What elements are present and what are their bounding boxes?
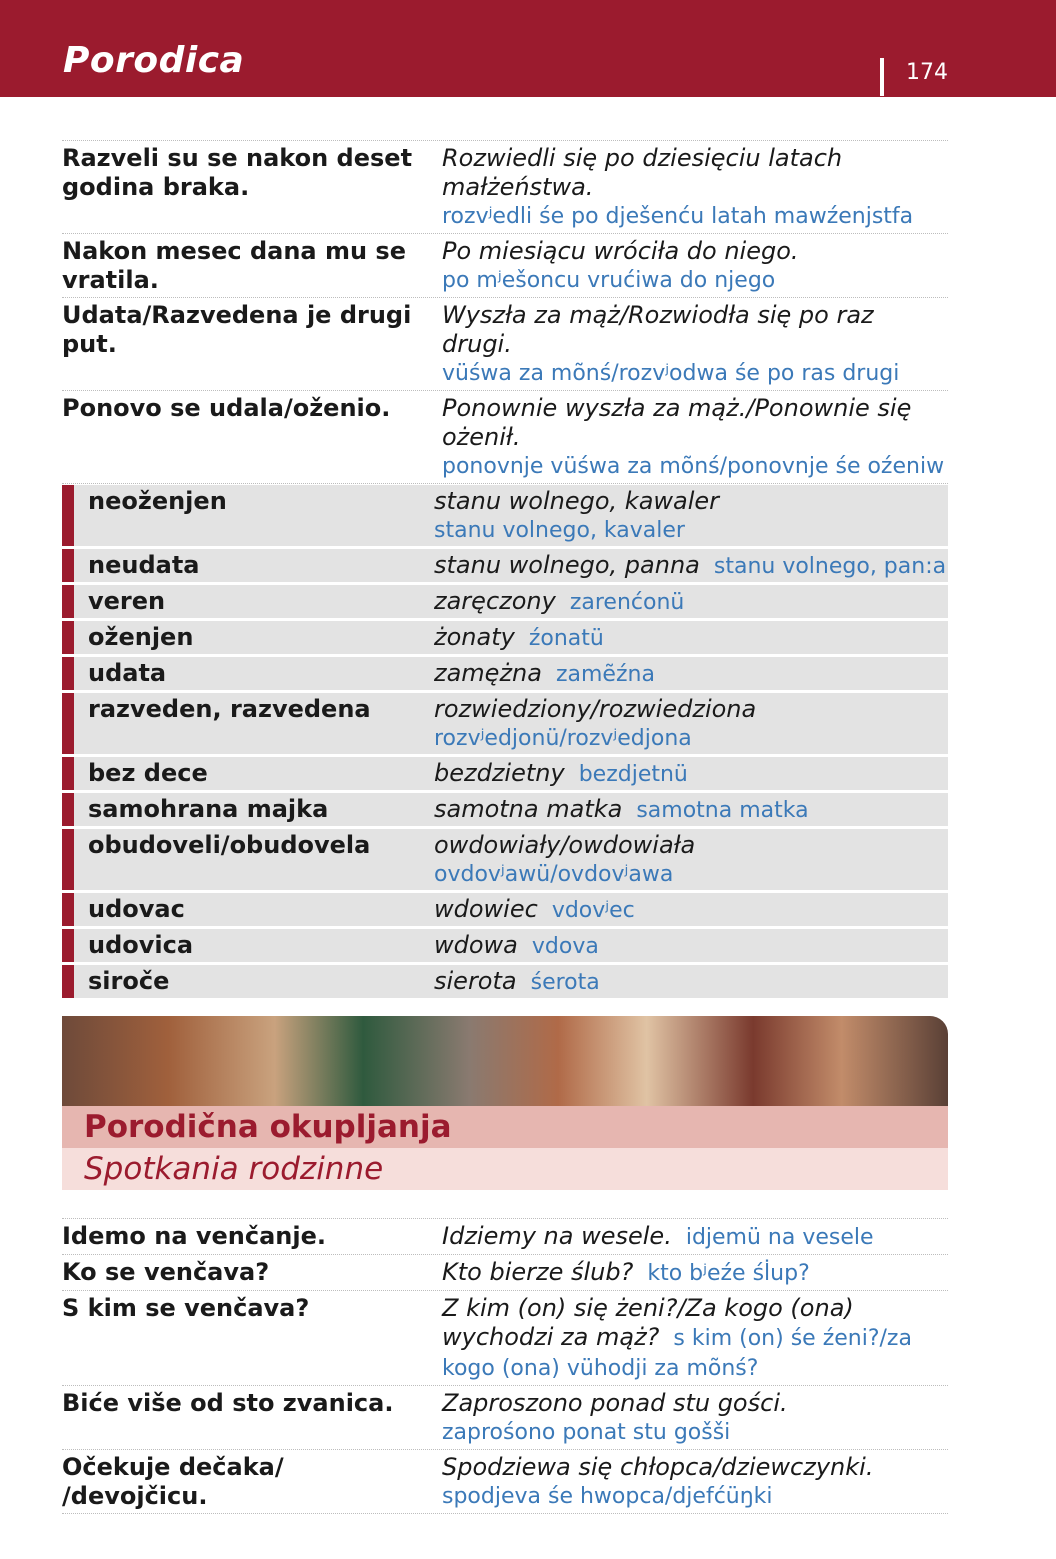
vocab-source: udovac: [88, 895, 185, 923]
phrase-translation: Kto bierze ślub?: [442, 1258, 634, 1286]
phrase-translation: Idziemy na wesele.: [442, 1222, 672, 1250]
vocab-row: [62, 965, 948, 998]
vocab-table: [62, 485, 948, 1001]
phrase-row: [62, 1254, 948, 1290]
vocab-pronunciation: zarenćonü: [569, 590, 685, 615]
vocab-source: obudoveli/obudovela: [88, 831, 371, 859]
vocab-source: neoženjen: [88, 487, 227, 515]
phrase-pronunciation: zaprośono ponat stu gošši: [442, 1420, 731, 1445]
vocab-row: [62, 621, 948, 654]
phrase-pronunciation: kto bʲeźe śl̇up?: [647, 1261, 810, 1286]
phrase-table-top: [62, 140, 948, 484]
phrase-row: [62, 1290, 948, 1385]
phrase-row: [62, 233, 948, 297]
vocab-translation: stanu wolnego, panna: [434, 551, 700, 579]
vocab-row: [62, 585, 948, 618]
chapter-title: Porodica: [63, 40, 245, 81]
phrase-pronunciation: po mʲešoncu vrućiwa do njego: [442, 268, 776, 293]
vocab-translation: zamężna: [434, 659, 542, 687]
vocab-pronunciation: zamẽźna: [555, 662, 655, 687]
phrase-row: [62, 390, 948, 484]
phrase-source: Biće više od sto zvanica.: [62, 1389, 394, 1417]
vocab-source: neudata: [88, 551, 200, 579]
vocab-row: [62, 929, 948, 962]
phrase-translation: Spodziewa się chłopca/dziewczynki.: [442, 1453, 874, 1481]
vocab-source: samohrana majka: [88, 795, 329, 823]
phrase-source: S kim se venčava?: [62, 1294, 310, 1322]
vocab-source: veren: [88, 587, 166, 615]
vocab-row: [62, 757, 948, 790]
section-subtitle: Spotkania rodzinne: [84, 1151, 384, 1187]
phrase-table-bottom: [62, 1218, 948, 1514]
vocab-source: bez dece: [88, 759, 208, 787]
phrase-pronunciation: s kim (on) śe źeni?/za kogo (ona) vühodji za mõnś?: [442, 1326, 912, 1381]
phrase-source: Ko se venčava?: [62, 1258, 270, 1286]
vocab-pronunciation: ovdovʲawü/ovdovʲawa: [434, 862, 674, 887]
phrase-row: [62, 140, 948, 233]
vocab-translation: bezdzietny: [434, 759, 565, 787]
vocab-pronunciation: stanu volnego, pan:a: [713, 554, 947, 579]
vocab-translation: owdowiały/owdowiała: [434, 831, 696, 859]
vocab-translation: samotna matka: [434, 795, 623, 823]
phrase-translation: Po miesiącu wróciła do niego.: [442, 237, 799, 265]
phrase-pronunciation: spodjeva śe hwopca/djefćüŋki: [442, 1484, 773, 1509]
phrase-source: Udata/Razvedena je drugi put.: [62, 301, 412, 358]
vocab-translation: wdowa: [434, 931, 518, 959]
vocab-source: razveden, razvedena: [88, 695, 371, 723]
vocab-source: udata: [88, 659, 167, 687]
vocab-translation: zaręczony: [434, 587, 556, 615]
vocab-row: [62, 693, 948, 754]
phrase-translation: Wyszła za mąż/Rozwiodła się po raz drugi.: [442, 301, 874, 358]
vocab-source: oženjen: [88, 623, 194, 651]
phrase-pronunciation: ponovnje vüśwa za mõnś/ponovnje śe oźeniw: [442, 454, 945, 479]
vocab-row: [62, 793, 948, 826]
vocab-translation: sierota: [434, 967, 517, 995]
vocab-pronunciation: stanu volnego, kavaler: [434, 518, 685, 543]
phrase-translation: Zaproszono ponad stu gości.: [442, 1389, 788, 1417]
vocab-row: [62, 893, 948, 926]
phrase-row: [62, 1449, 948, 1514]
phrase-translation: Z kim (on) się żeni?/Za kogo (ona) wychodzi za mąż?: [442, 1294, 854, 1351]
vocab-source: udovica: [88, 931, 194, 959]
vocab-pronunciation: vdova: [531, 934, 599, 959]
vocab-pronunciation: bezdjetnü: [578, 762, 688, 787]
vocab-pronunciation: śerota: [530, 970, 600, 995]
chapter-header: [0, 0, 1056, 97]
page-number: 174: [906, 60, 948, 85]
phrase-pronunciation: idjemü na vesele: [685, 1225, 874, 1250]
vocab-pronunciation: źonatü: [528, 626, 604, 651]
phrase-row: [62, 1385, 948, 1449]
phrase-source: Idemo na venčanje.: [62, 1222, 327, 1250]
phrase-translation: Ponownie wyszła za mąż./Ponownie się ożenił.: [442, 394, 912, 451]
vocab-pronunciation: samotna matka: [636, 798, 809, 823]
phrase-row: [62, 297, 948, 390]
vocab-row: [62, 829, 948, 890]
vocab-pronunciation: rozvʲedjonü/rozvʲedjona: [434, 726, 692, 751]
phrase-row: [62, 1218, 948, 1254]
section-title: Porodična okupljanja: [84, 1109, 452, 1145]
vocab-translation: stanu wolnego, kawaler: [434, 487, 720, 515]
phrase-translation: Rozwiedli się po dziesięciu latach małżeństwa.: [442, 144, 843, 201]
vocab-row: [62, 657, 948, 690]
vocab-translation: żonaty: [434, 623, 515, 651]
phrase-source: Ponovo se udala/oženio.: [62, 394, 391, 422]
vocab-pronunciation: vdovʲec: [551, 898, 635, 923]
vocab-row: [62, 485, 948, 546]
page-number-divider: [880, 58, 884, 96]
family-photo: [62, 1016, 948, 1108]
phrase-source: Razveli su se nakon deset godina braka.: [62, 144, 413, 201]
vocab-translation: wdowiec: [434, 895, 538, 923]
phrase-pronunciation: vüśwa za mõnś/rozvʲodwa śe po ras drugi: [442, 361, 900, 386]
phrase-pronunciation: rozvʲedli śe po dješenću latah mawźenjstfa: [442, 204, 914, 229]
phrase-source: Očekuje dečaka/ /devojčicu.: [62, 1453, 284, 1510]
phrase-source: Nakon mesec dana mu se vratila.: [62, 237, 406, 294]
vocab-row: [62, 549, 948, 582]
vocab-translation: rozwiedziony/rozwiedziona: [434, 695, 757, 723]
section-subtitle-band: [62, 1148, 948, 1190]
section-title-band: [62, 1106, 948, 1148]
vocab-source: siroče: [88, 967, 170, 995]
